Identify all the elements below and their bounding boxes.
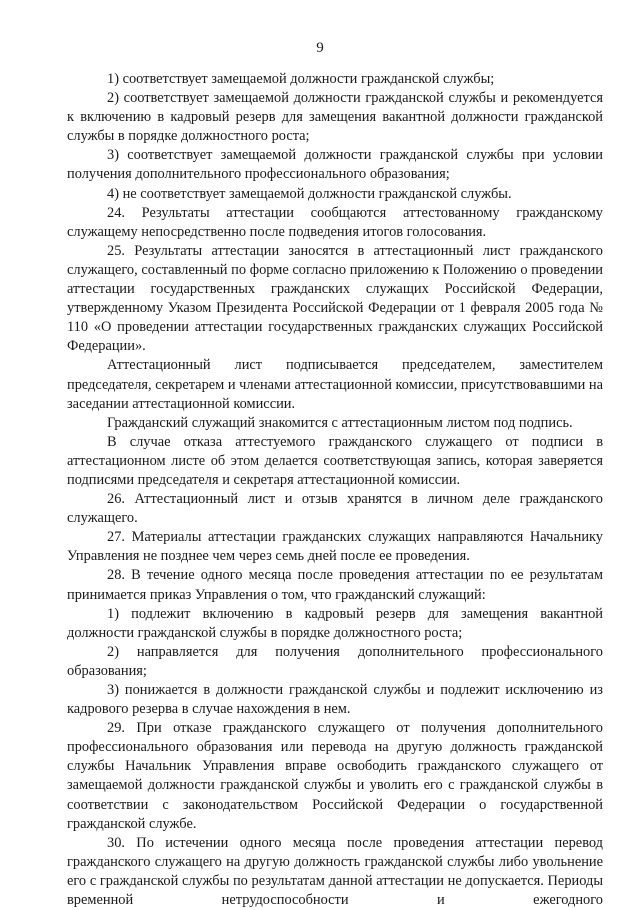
paragraph: 28. В течение одного месяца после проведения аттестации по ее результатам принимается приказ Управления о том, что гражданский служащий:: [67, 567, 603, 603]
paragraph: 1) подлежит включению в кадровый резерв для замещения вакантной должности гражданской службы в порядке должностного роста;: [67, 605, 603, 641]
paragraph: 29. При отказе гражданского служащего от получения дополнительного профессионального образования или перевода на другую должность гражданской службы Начальник Управления вправе освободить гражданского служащего от замещаемой должности гражданской службы и уволить его с гражданской службы в соответствии с законодательством Российской Федерации о государственной гражданской службе.: [67, 720, 603, 832]
paragraph: 3) понижается в должности гражданской службы и подлежит исключению из кадрового резерва в случае нахождения в нем.: [67, 682, 603, 718]
paragraph: 27. Материалы аттестации гражданских служащих направляются Начальнику Управления не позднее чем через семь дней после ее проведения.: [67, 529, 603, 565]
paragraph: 2) направляется для получения дополнительного профессионального образования;: [67, 643, 603, 679]
paragraph: 3) соответствует замещаемой должности гражданской службы при условии получения дополнительного профессионального образования;: [67, 147, 603, 183]
paragraph: 26. Аттестационный лист и отзыв хранятся в личном деле гражданского служащего.: [67, 491, 603, 527]
paragraph: 4) не соответствует замещаемой должности гражданской службы.: [107, 185, 512, 202]
paragraph: В случае отказа аттестуемого гражданского служащего от подписи в аттестационном листе об этом делается соответствующая запись, которая заверяется подписями председателя и секретаря аттестационной комиссии.: [67, 433, 603, 488]
paragraph: Гражданский служащий знакомится с аттестационным листом под подпись.: [107, 414, 573, 431]
paragraph: 30. По истечении одного месяца после проведения аттестации перевод гражданского служащего на другую должность гражданской службы либо увольнение его с гражданской службы по результатам данной аттестации не допускается. Периоды временной нетрудоспособности и ежегодного: [67, 834, 603, 909]
document-body: [67, 70, 603, 910]
paragraph: 2) соответствует замещаемой должности гражданской службы и рекомендуется к включению в кадровый резерв для замещения вакантной должности гражданской службы в порядке должностного роста;: [67, 90, 603, 145]
paragraph: 1) соответствует замещаемой должности гражданской службы;: [107, 71, 495, 87]
paragraph: Аттестационный лист подписывается председателем, заместителем председателя, секретарем и членами аттестационной комиссии, присутствовавшими на заседании аттестационной комиссии.: [67, 357, 603, 412]
paragraph: 25. Результаты аттестации заносятся в аттестационный лист гражданского служащего, составленный по форме согласно приложению к Положению о проведении аттестации государственных гражданских служащих Российской Федерации, утвержденному Указом Президента Российской Федерации от 1 февраля 2005 года № 110 «О проведении аттестации государственных гражданских служащих Российской Федерации».: [67, 242, 603, 355]
page-number: 9: [316, 40, 324, 56]
paragraph: 24. Результаты аттестации сообщаются аттестованному гражданскому служащему непосредственно после подведения итогов голосования.: [67, 204, 603, 240]
